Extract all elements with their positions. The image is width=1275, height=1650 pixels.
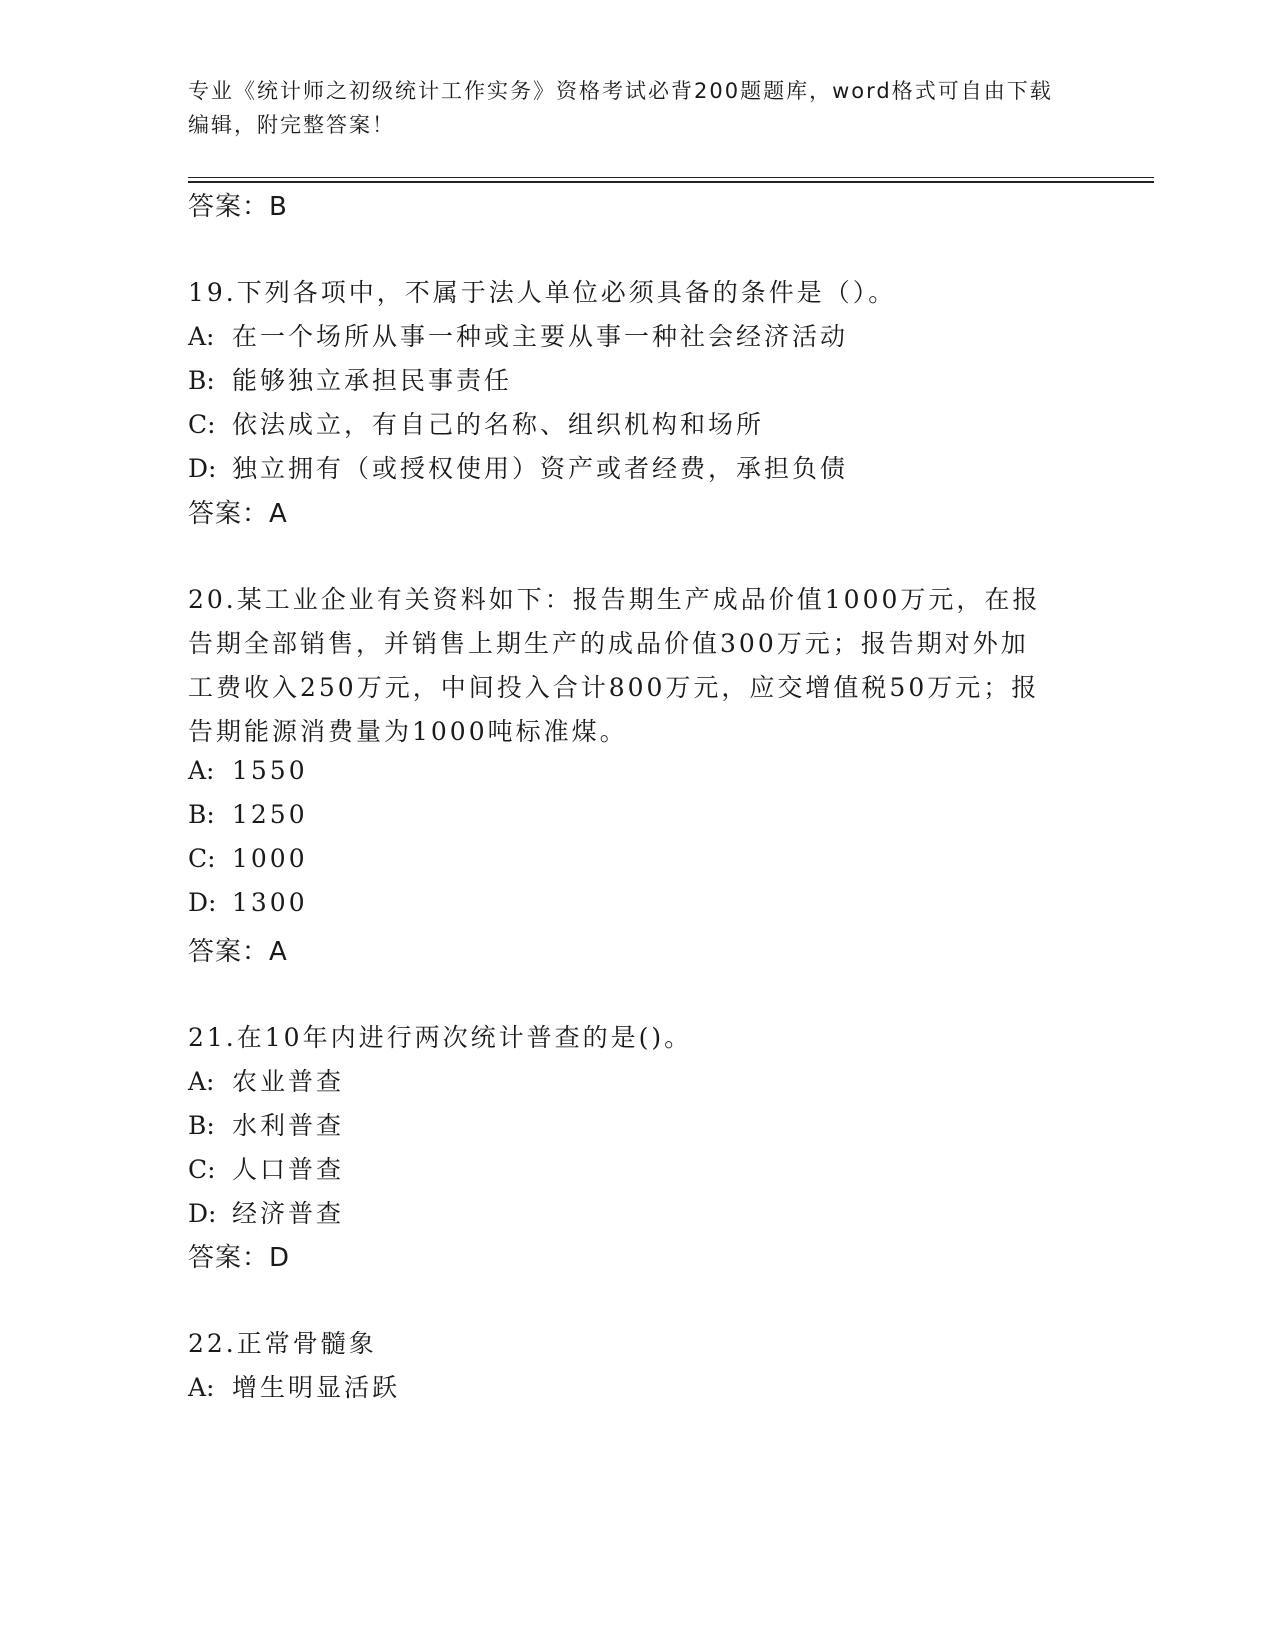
header-divider-thin bbox=[188, 177, 1154, 178]
option-letter: A: bbox=[188, 1067, 215, 1096]
option-letter: B: bbox=[188, 366, 215, 395]
answer-value: A bbox=[269, 499, 288, 529]
option-letter: A: bbox=[188, 1373, 215, 1402]
option-d bbox=[188, 449, 848, 485]
answer-label: 答案： bbox=[188, 937, 270, 967]
option-d bbox=[188, 888, 308, 917]
option-letter: D: bbox=[188, 1199, 217, 1228]
option-text: 能够独立承担民事责任 bbox=[232, 366, 513, 395]
option-text: 独立拥有（或授权使用）资产或者经费，承担负债 bbox=[232, 454, 849, 483]
question-text: 22.正常骨髓象 bbox=[188, 1329, 377, 1358]
option-a bbox=[188, 317, 848, 353]
option-text: 1000 bbox=[232, 844, 308, 873]
question-text: 21.在10年内进行两次统计普查的是()。 bbox=[188, 1023, 693, 1052]
answer-line bbox=[188, 186, 288, 223]
header-divider-thick bbox=[188, 181, 1154, 183]
question-text: 19.下列各项中，不属于法人单位必须具备的条件是（）。 bbox=[188, 278, 897, 307]
answer-label: 答案： bbox=[188, 1243, 270, 1273]
option-letter: D: bbox=[188, 888, 217, 917]
question-text: 告期全部销售，并销售上期生产的成品价值300万元；报告期对外加 bbox=[188, 629, 1029, 658]
option-letter: C: bbox=[188, 844, 216, 873]
answer-value: D bbox=[269, 1243, 291, 1273]
option-b bbox=[188, 361, 512, 397]
answer-label: 答案： bbox=[188, 499, 270, 529]
answer-line bbox=[188, 931, 288, 968]
option-letter: A: bbox=[188, 322, 215, 351]
option-letter: C: bbox=[188, 410, 216, 439]
answer-value: B bbox=[269, 192, 288, 222]
option-d bbox=[188, 1194, 344, 1230]
option-letter: B: bbox=[188, 1111, 215, 1140]
option-letter: B: bbox=[188, 800, 215, 829]
option-text: 增生明显活跃 bbox=[232, 1373, 401, 1402]
option-letter: A: bbox=[188, 756, 215, 785]
option-text: 1300 bbox=[232, 888, 308, 917]
option-text: 农业普查 bbox=[232, 1067, 345, 1096]
option-a bbox=[188, 1062, 344, 1098]
option-text: 依法成立，有自己的名称、组织机构和场所 bbox=[232, 410, 765, 439]
option-c bbox=[188, 844, 308, 873]
option-c bbox=[188, 1150, 344, 1186]
option-text: 经济普查 bbox=[232, 1199, 345, 1228]
option-b bbox=[188, 800, 308, 829]
answer-label: 答案： bbox=[188, 192, 270, 222]
option-c bbox=[188, 405, 764, 441]
option-b bbox=[188, 1106, 344, 1142]
question-text: 20.某工业企业有关资料如下：报告期生产成品价值1000万元，在报 bbox=[188, 585, 1041, 614]
option-letter: C: bbox=[188, 1155, 216, 1184]
question-text: 告期能源消费量为1000吨标准煤。 bbox=[188, 717, 628, 746]
option-text: 1550 bbox=[232, 756, 308, 785]
option-text: 1250 bbox=[232, 800, 308, 829]
answer-value: A bbox=[269, 937, 288, 967]
option-text: 水利普查 bbox=[232, 1111, 345, 1140]
option-text: 人口普查 bbox=[232, 1155, 345, 1184]
document-header: 专业《统计师之初级统计工作实务》资格考试必背200题题库，word格式可自由下载编辑，附完整答案！ bbox=[188, 79, 1053, 137]
option-a bbox=[188, 1368, 400, 1404]
option-a bbox=[188, 756, 308, 785]
option-letter: D: bbox=[188, 454, 217, 483]
answer-line bbox=[188, 1237, 290, 1274]
question-text: 工费收入250万元，中间投入合计800万元，应交增值税50万元；报 bbox=[188, 673, 1040, 702]
option-text: 在一个场所从事一种或主要从事一种社会经济活动 bbox=[232, 322, 849, 351]
answer-line bbox=[188, 493, 288, 530]
